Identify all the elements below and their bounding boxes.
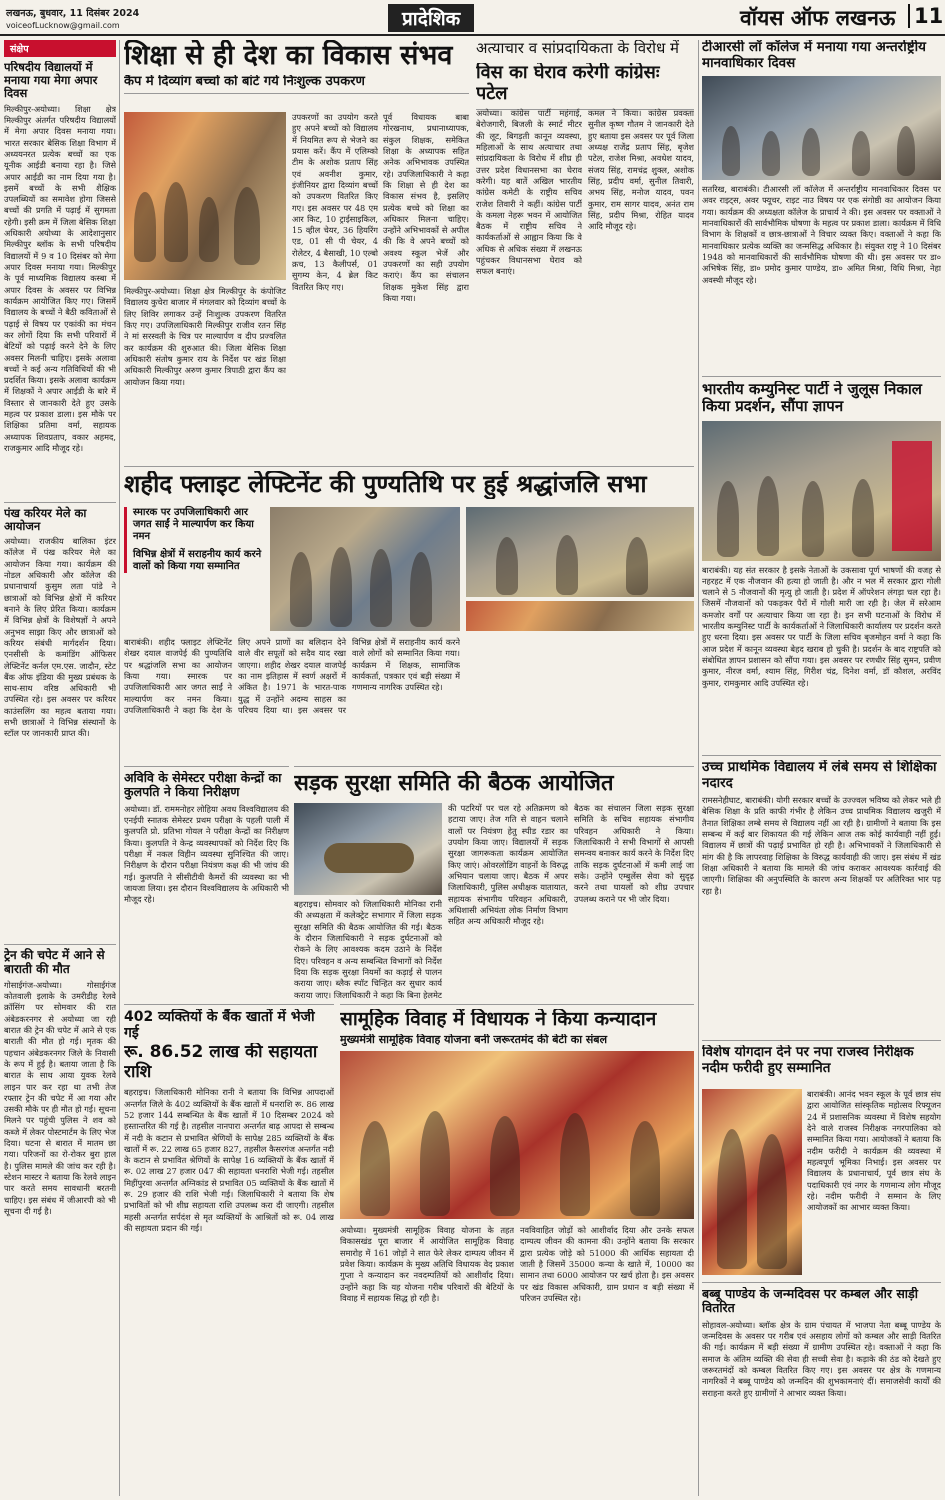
brief-2-headline: पंख करियर मेले का आयोजन — [4, 502, 116, 533]
road-photo — [294, 803, 442, 895]
road-body-c: बैठक का संचालन जिला सड़क सुरक्षा समिति के सचिव सहायक संभागीय परिवहन अधिकारी ने किया। जिलाधिकारी ने सभी विभागों से आपसी समन्वय बनाकर कार्य करने के निर्देश दिए ताकि सड़क दुर्घटनाओं में कमी लाई जा सके। उन्होंने एम्बुलेंस सेवा को सुदृढ़ करने तथा घायलों को शीघ्र उपचार उपलब्ध कराने पर भी जोर दिया। — [574, 803, 694, 904]
tribute-headline: शहीद फ्लाइट लेफ्टिनेंट की पुण्यतिथि पर हुई श्रद्धांजलि सभा — [124, 471, 647, 498]
section-title: प्रादेशिक — [388, 4, 474, 32]
blanket-headline: बब्बू पाण्डेय के जन्मदिवस पर कम्बल और साड़ी वितरित — [702, 1287, 918, 1316]
brief-1-headline: परिषदीय विद्यालयों में मनाया गया मेगा अपार दिवस — [4, 61, 98, 101]
law-story — [702, 40, 941, 370]
education-subhead: कैंप में दिव्यांग बच्चों को बांटे गये निःशुल्क उपकरण — [124, 75, 469, 94]
tribute-bullets — [124, 507, 262, 573]
blanket-body: सोहावल-अयोध्या। ब्लॉक क्षेत्र के ग्राम पंचायत में भाजपा नेता बब्बू पाण्डेय के जन्मदिवस के अवसर पर गरीब एवं असहाय लोगों को कम्बल और साड़ी वितरित की गई। कार्यक्रम में बड़ी संख्या में ग्रामीण उपस्थित रहे। वक्ताओं ने कहा कि समाज के अंतिम व्यक्ति की सेवा ही सच्ची सेवा है। कड़ाके की ठंड को देखते हुए जरूरतमंदों को कम्बल वितरित किए गए। इस अवसर पर क्षेत्र के गणमान्य नागरिकों ने बब्बू पाण्डेय को जन्मदिन की शुभकामनाएं दीं। समाजसेवी कार्यों की सराहना करते हुए ग्रामीणों ने आभार व्यक्त किया। — [702, 1319, 941, 1398]
road-headline: सड़क सुरक्षा समिति की बैठक आयोजित — [294, 771, 614, 796]
education-story — [124, 40, 469, 460]
wedding-headline: सामूहिक विवाह में विधायक ने किया कन्यादान — [340, 1009, 657, 1030]
communist-body: बाराबंकी। यह संत सरकार है इसके नेताओं के उकसावा पूर्ण भाषणों की वजह से नहरहट में एक नौजवान की हत्या हो जाती है। और न भल में सरकार द्वारा गोली चलाने से 5 नौजवानों की मृत्यु हो जाती है। प्रदेश में ऑपरेशन लंगड़ा चल रहा है। जिसमें नौजवानों को पकड़कर पैरों में गोली मारी जा रही है। जेल में सरेआम कमजोर वर्गों पर अत्याचार किया जा रहा है। इन सभी घटनाओं के विरोध में भारतीय कम्युनिस्ट पार्टी के कार्यकर्ताओं ने जिलाधिकारी कार्यालय पर प्रदर्शन करते हुए धरना दिया। इस अवसर पर पार्टी के जिला सचिव बृजमोहन वर्मा ने कहा कि आज प्रदेश में कानून व्यवस्था बेहद खराब हो चुकी है। प्रदर्शन के बाद राष्ट्रपति को संबोधित ज्ञापन प्रशासन को सौंपा गया। इस अवसर पर रणधीर सिंह सुमन, प्रवीण कुमार, नीरज वर्मा, श्याम सिंह, गिरीश चंद्र, दिनेश वर्मा, डॉ कौशल, अरविंद कुमार, रामकुमार आदि उपस्थित रहे। — [702, 564, 941, 688]
brief-2-body: अयोध्या। राजकीय बालिका इंटर कॉलेज में पंख करियर मेले का आयोजन किया गया। कार्यक्रम की नोडल अधिकारी और कॉलेज की प्रधानाचार्या कुसुम लता पांडे ने छात्राओं को विभिन्न क्षेत्रों में करियर बनाने के लिए प्रेरित किया। कार्यक्रम में विभिन्न क्षेत्रों के विशेषज्ञों ने अपने अनुभव साझा किए और छात्राओं को करियर संबंधी मार्गदर्शन दिया। एनसीसी के कमांडिंग ऑफिसर लेफ्टिनेंट कर्नल एम.एस. जादौन, स्टेट बैंक ऑफ इंडिया की मुख्य प्रबंधक के साथ-साथ वरिष्ठ अधिकारी भी उपस्थित रहे। इस अवसर पर करियर काउंसलिंग का महत्व बताया गया। सभी छात्राओं ने विभिन्न संस्थानों के स्टॉल पर जानकारी प्राप्त की। — [4, 536, 116, 739]
brief-3-body: गोसाईगंज-अयोध्या। गोसाईगंज कोतवाली इलाके के उमरीडीह रेलवे क्रॉसिंग पर सोमवार की रात अंबेडकरनगर से अयोध्या जा रही बारात की ट्रेन की चपेट में आने से एक बाराती की मौत हो गई। मृतक की पहचान अंबेडकरनगर जिले के निवासी के रूप में हुई है। बताया जाता है कि बारात के साथ आया युवक रेलवे लाइन पार कर रहा था तभी तेज रफ्तार ट्रेन की चपेट में आ गया और उसकी मौके पर ही मौत हो गई। सूचना मिलने पर पहुंची पुलिस ने शव को कब्जे में लेकर पोस्टमार्टम के लिए भेज दिया। घटना से बारात में मातम छा गया। परिजनों का रो-रोकर बुरा हाल है। पुलिस मामले की जांच कर रही है। स्टेशन मास्टर ने बताया कि रेलवे लाइन पार करते समय सावधानी बरतनी चाहिए। इस संबंध में जीआरपी को भी सूचना दी गई है। — [4, 979, 116, 1216]
road-body-a: बहराइच। सोमवार को जिलाधिकारी मोनिका रानी की अध्यक्षता में कलेक्ट्रेट सभागार में जिला सड़क सुरक्षा समिति की बैठक आयोजित की गई। बैठक के दौरान जिलाधिकारी ने सड़क दुर्घटनाओं को रोकने के लिए आवश्यक कदम उठाने के निर्देश दिए। परिवहन व अन्य सम्बन्धित विभागों को निर्देश दिया कि सड़क सुरक्षा नियमों का कड़ाई से पालन कराया जाए। ब्लैक स्पॉट चिन्हित कर सुधार कार्य कराया जाए। जिलाधिकारी ने कहा कि बिना हेलमेट — [294, 899, 442, 1000]
education-photo — [124, 112, 286, 280]
tribute-body: बाराबंकी। शहीद फ्लाइट लेफ्टिनेंट शेखर दयाल वाजपेई की पुण्यतिथि पर श्रद्धांजलि सभा का आयोजन किया गया। स्मारक पर उपजिलाधिकारी आर जगत साईं ने माल्यार्पण कर नमन किया। उपजिलाधिकारी ने कहा कि देश के लिए अपने प्राणों का बलिदान देने वाले वीर सपूतों को सदैव याद रखा जाएगा। शहीद शेखर दयाल वाजपेई का नाम इतिहास में स्वर्ण अक्षरों में अंकित है। 1971 के भारत-पाक युद्ध में उन्होंने अदम्य साहस का परिचय दिया था। इस अवसर पर विभिन्न क्षेत्रों में सराहनीय कार्य करने वाले लोगों को सम्मानित किया गया। कार्यक्रम में शिक्षक, सामाजिक कार्यकर्ता, पत्रकार एवं बड़ी संख्या में गणमान्य नागरिक उपस्थित रहे। — [124, 637, 460, 715]
bank-body: बहराइच। जिलाधिकारी मोनिका रानी ने बताया कि विभिन्न आपदाओं अन्तर्गत जिले के 402 व्यक्तियों के बैंक खातों में धनराशि रू. 86 लाख 52 हजार 144 सम्बन्धित के बैंक खातों में 10 दिसम्बर 2024 को हस्तान्तरित की गई है। तहसील नानपारा अन्तर्गत बाढ़ आपदा से सम्बन्ध में नदी के कटान से प्रभावित श्रेणियों के सापेक्ष 285 व्यक्तियों के बैंक खातों में रू. 22 लाख 65 हजार 827, तहसील कैसरगंज अन्तर्गत नदी के कटान से प्रभावित श्रेणियों के सापेक्ष 16 व्यक्तियों के बैंक खातों में रू. 02 लाख 27 हजार 047 की सहायता धनराशि भेजी गई। तहसील मिहींपुरवा अन्तर्गत अग्निकांड से प्रभावित 05 व्यक्तियों के बैंक खातों में रू. 29 हजार की राशि भेजी गई। जिलाधिकारी ने बताया कि शेष प्रभावितों को भी शीघ्र सहायता राशि उपलब्ध करा दी जाएगी। तहसील महसी अन्तर्गत सर्पदंश से मृत व्यक्तियों के आश्रितों को रू. 04 लाख की सहायता प्रदान की गई। — [124, 1087, 334, 1234]
contact-email: voiceofLucknow@gmail.com — [6, 21, 120, 30]
paper-name: वॉयस ऑफ लखनऊ — [740, 6, 896, 30]
communist-story — [702, 376, 941, 751]
communist-photo — [702, 421, 941, 561]
communist-headline: भारतीय कम्युनिस्ट पार्टी ने जुलूस निकाल किया प्रदर्शन, सौंपा ज्ञापन — [702, 381, 922, 416]
education-headline: शिक्षा से ही देश का विकास संभव — [124, 40, 453, 71]
bank-headline-2: रू. 86.52 लाख की सहायता राशि — [124, 1043, 318, 1082]
congress-headline-1: अत्याचार व सांप्रदायिकता के विरोध में — [476, 40, 680, 57]
column-divider — [698, 40, 699, 1496]
tribute-bullet-2: विभिन्न क्षेत्रों में सराहनीय कार्य करने वालों को किया गया सम्मानित — [133, 549, 262, 572]
bank-story — [124, 1004, 334, 1496]
brief-1-body: मिल्कीपुर-अयोध्या। शिक्षा क्षेत्र मिल्कीपुर अंतर्गत परिषदीय विद्यालयों में मेगा अपार दिवस मनाया गया। भारत सरकार बेसिक शिक्षा विभाग में अध्ययनरत प्रत्येक बच्चों का एक यूनीक आईडी बनाया रहा है। जिसे अपार आईडी का नाम दिया गया है। इसमें बच्चों के सभी शैक्षिक उपलब्धियों का समावेश होगा जिससे बच्चों की प्रगति में पढ़ाई में सुगमता रहेगी। इसी क्रम में जिला बेसिक शिक्षा अधिकारी अयोध्या के आदेशानुसार मिल्कीपुर ब्लॉक के सभी परिषदीय विद्यालयों में 9 व 10 दिसंबर को मेगा अपार दिवस मनाया गया। मिल्कीपुर के पूर्व माध्यमिक विद्यालय कस्बा में अपार दिवस के अवसर पर विभिन्न कार्यक्रम आयोजित किए गए। जिसमें विद्यालय के बच्चों ने बैठी कविताओं से पढ़ाई से विषय पर एकांकी का मंचन कर लोगों दिया कि सभी परिवारों में बेटियों को पढ़ाई करने देने के लिए अवसर मिलनी चाहिए। इसके अलावा बच्चों ने कई अन्य गतिविधियों की भी प्रदर्शित किया। इसके अलावा कार्यक्रम में शिक्षकों ने अपार आईडी के बारे में विस्तार से जानकारी देते हुए उसके महत्व पर प्रकाश डाला। इस मौके पर शिक्षिका प्रतिमा वर्मा, सहायक अध्यापक शिवप्रताप, वकार अहमद, राजकुमार आदि मौजूद रहे। — [4, 103, 116, 454]
exam-story — [124, 766, 289, 1000]
teachers-headline: उच्च प्राथमिक विद्यालय में लंबे समय से शिक्षिका नदारद — [702, 760, 937, 791]
exam-body: अयोध्या। डॉ. राममनोहर लोहिया अवध विश्वविद्यालय की एनईपी स्नातक सेमेस्टर प्रथम परीक्षा के पहली पाली में कुलपति प्रो. प्रतिभा गोयल ने परीक्षा केन्द्रों का निरीक्षण किया। कुलपति ने केन्द्र व्यवस्थापकों को निर्देश दिए कि परीक्षा में नकल विहीन व्यवस्था सुनिश्चित की जाए। निरीक्षण के दौरान परीक्षा नियंत्रण कक्ष की भी जांच की गई। कुलपति ने सीसीटीवी कैमरों की व्यवस्था का भी जायजा लिया। इस दौरान विश्वविद्यालय के अधिकारी भी मौजूद रहे। — [124, 803, 289, 905]
masthead — [0, 0, 945, 36]
exam-headline: अविवि के सेमेस्टर परीक्षा केन्द्रों का कुलपति ने किया निरीक्षण — [124, 771, 282, 800]
wedding-body-b: नवविवाहित जोड़ों को आशीर्वाद दिया और उनके सफल दाम्पत्य जीवन की कामना की। उन्होंने बताया कि सरकार द्वारा प्रत्येक जोड़े को 51000 की आर्थिक सहायता दी जाती है जिसमें 35000 कन्या के खाते में, 10000 का सामान तथा 6000 आयोजन पर खर्च होता है। इस अवसर पर खंड विकास अधिकारी, ग्राम प्रधान व बड़ी संख्या में परिजन उपस्थित रहे। — [520, 1225, 694, 1303]
tribute-story — [124, 466, 694, 764]
blanket-story — [702, 1282, 941, 1496]
congress-body-b: कमल ने किया। कांग्रेस प्रवक्ता सुनील कृष्ण गौतम ने जानकारी देते हुए बताया इस अवसर पर पूर्व जिला अध्यक्ष राजेंद्र प्रताप सिंह, बृजेश पटेल, राजेश मिश्रा, अवधेश यादव, संजय सिंह, रामचंद्र शुक्ल, अशोक सिंह, प्रदीप वर्मा, सुनील तिवारी, अभय सिंह, मनोज यादव, पवन कुमार, राम सागर यादव, अनंत राम सिंह, प्रदीप मिश्रा, रोहित यादव आदि मौजूद रहे। — [588, 108, 694, 232]
wedding-body-a: अयोध्या। मुख्यमंत्री सामूहिक विवाह योजना के तहत विकासखंड पूरा बाजार में आयोजित सामूहिक विवाह समारोह में 161 जोड़ों ने सात फेरे लेकर दाम्पत्य जीवन में प्रवेश किया। कार्यक्रम के मुख्य अतिथि विधायक वेद प्रकाश गुप्ता ने कन्यादान कर नवदम्पतियों को आशीर्वाद दिया। उन्होंने कहा कि यह योजना गरीब परिवारों की बेटियों के विवाह में सहायक सिद्ध हो रही है। — [340, 1225, 514, 1303]
award-headline: विशेष योगदान देने पर नपा राजस्व निरीक्षक नदीम फरीदी हुए सम्मानित — [702, 1045, 914, 1076]
wedding-photo — [340, 1051, 694, 1219]
road-body-b: की पटरियों पर चल रहे अतिक्रमण को हटाया जाए। तेज गति से वाहन चलाने वालों पर नियंत्रण हेतु स्पीड रडार का उपयोग किया जाए। विद्यालयों में सड़क सुरक्षा जागरूकता कार्यक्रम आयोजित किए जाएं। ओवरलोडिंग वाहनों के विरुद्ध अभियान चलाया जाए। बैठक में अपर जिलाधिकारी, पुलिस अधीक्षक यातायात, सहायक संभागीय परिवहन अधिकारी, अधिशासी अभियंता लोक निर्माण विभाग सहित अन्य अधिकारी मौजूद रहे। — [448, 803, 568, 927]
brief-label: संक्षेप — [4, 40, 116, 57]
tribute-photo — [270, 507, 460, 631]
law-photo — [702, 76, 941, 180]
bank-headline-1: 402 व्यक्तियों के बैंक खातों में भेजी गई — [124, 1009, 315, 1042]
education-body-a: मिल्कीपुर-अयोध्या। शिक्षा क्षेत्र मिल्कीपुर के कंपोजिट विद्यालय कुचेरा बाजार में मंगलवार को दिव्यांग बच्चों के लिए शिविर लगाकर उन्हें निःशुल्क उपकरण वितरित किए गए। उपजिलाधिकारी मिल्कीपुर राजीव रतन सिंह ने मां सरस्वती के चित्र पर माल्यार्पण व दीप प्रज्वलित कर कार्यक्रम की शुरुआत की। जिला बेसिक शिक्षा अधिकारी संतोष कुमार राय के निर्देश पर खंड शिक्षा अधिकारी मिल्कीपुर अरुण कुमार त्रिपाठी द्वारा कैंप का आयोजन किया गया। — [124, 286, 286, 387]
tribute-bullet-1: स्मारक पर उपजिलाधिकारी आर जगत साईं ने माल्यार्पण कर किया नमन — [133, 507, 254, 542]
tribute-photo-2 — [466, 507, 694, 597]
law-body: सतरिख, बाराबंकी। टीआरसी लॉ कॉलेज में अन्तर्राष्ट्रीय मानवाधिकार दिवस पर अवर राइट्स, अवर फ्यूचर, राइट नाउ विषय पर एक संगोष्ठी का आयोजन किया गया। कार्यक्रम की अध्यक्षता कॉलेज के प्राचार्य ने की। इस अवसर पर वक्ताओं ने मानवाधिकारों की सार्वभौमिक घोषणा के महत्व पर प्रकाश डाला। कार्यक्रम में विधि विभाग के शिक्षकों व छात्र-छात्राओं ने विचार व्यक्त किए। वक्ताओं ने कहा कि मानवाधिकार प्रत्येक व्यक्ति का जन्मसिद्ध अधिकार है। संयुक्त राष्ट्र ने 10 दिसंबर 1948 को मानवाधिकारों की सार्वभौमिक घोषणा की थी। इस अवसर पर डा० अभिषेक सिंह, डा० प्रमोद कुमार पाण्डेय, डा० अमित मिश्रा, विधि मिश्रा, नेहा अवस्थी मौजूद रहे। — [702, 184, 941, 285]
issue-date: लखनऊ, बुधवार, 11 दिसंबर 2024 — [6, 8, 140, 19]
column-divider — [119, 40, 120, 1496]
award-story — [702, 1040, 941, 1278]
tribute-photo-3 — [466, 601, 694, 631]
brief-column — [4, 40, 116, 1496]
award-photo — [702, 1089, 802, 1275]
teachers-body: रामसनेहीघाट, बाराबंकी। योगी सरकार बच्चों के उज्ज्वल भविष्य को लेकर भले ही बेसिक शिक्षा के प्रति काफी गंभीर है लेकिन उच्च प्राथमिक विद्यालय खजुरी में तैनात शिक्षिका लम्बे समय से विद्यालय नहीं आ रही है। ग्रामीणों ने बताया कि इस सम्बन्ध में कई बार शिकायत की गई लेकिन आज तक कोई कार्यवाही नहीं हुई। विद्यालय में छात्रों की पढ़ाई प्रभावित हो रही है। अभिभावकों ने जिलाधिकारी से मांग की है कि लापरवाह शिक्षिका के विरुद्ध कार्यवाही की जाए। इस संबंध में खंड शिक्षा अधिकारी ने बताया कि मामले की जांच कराकर आवश्यक कार्रवाई की जाएगी। शिक्षिका की अनुपस्थिति के कारण अन्य शिक्षकों पर अतिरिक्त भार पड़ रहा है। — [702, 795, 941, 896]
award-body: बाराबंकी। आनंद भवन स्कूल के पूर्व छात्र संघ द्वारा आयोजित सांस्कृतिक महोत्सव रिफ्यूजन 24 में प्रशासनिक व्यवस्था में विशेष सहयोग देने वाले राजस्व निरीक्षक नगरपालिका को सम्मानित किया गया। आयोजकों ने बताया कि नदीम फरीदी ने कार्यक्रम की व्यवस्था में महत्वपूर्ण भूमिका निभाई। इस अवसर पर विद्यालय के प्रधानाचार्य, पूर्व छात्र संघ के पदाधिकारी एवं नगर के गणमान्य लोग मौजूद रहे। नदीम फरीदी ने सम्मान के लिए आयोजकों का आभार व्यक्त किया। — [807, 1089, 941, 1213]
congress-story — [476, 40, 694, 460]
congress-body-a: अयोध्या। कांग्रेस पार्टी महंगाई, बेरोजगारी, बिजली के स्मार्ट मीटर की लूट, बिगड़ती कानून व्यवस्था, महिलाओं के साथ अत्याचार तथा सांप्रदायिकता के विरोध में शीघ्र ही उत्तर प्रदेश विधानसभा का घेराव करेगी। यह बातें अखिल भारतीय कांग्रेस कमेटी के राष्ट्रीय सचिव राजेश तिवारी ने कहीं। कांग्रेस पार्टी के कमला नेहरू भवन में आयोजित बैठक में राष्ट्रीय सचिव ने कार्यकर्ताओं से आह्वान किया कि वे अधिक से अधिक संख्या में लखनऊ पहुंचकर विधानसभा घेराव को सफल बनाएं। — [476, 108, 582, 277]
law-headline: टीआरसी लॉ कॉलेज में मनाया गया अन्तर्राष्ट्रीय मानवाधिकार दिवस — [702, 40, 926, 71]
wedding-story — [340, 1004, 694, 1496]
congress-headline-2: विस का घेराव करेगी कांग्रेसः पटेल — [476, 63, 694, 109]
wedding-subhead: मुख्यमंत्री सामूहिक विवाह योजना बनी जरूरतमंद की बेटी का संबल — [340, 1033, 608, 1046]
teachers-story — [702, 755, 941, 1035]
page-number: 11 — [908, 4, 943, 28]
road-story — [294, 766, 694, 1000]
brief-3-headline: ट्रेन की चपेट में आने से बाराती की मौत — [4, 944, 116, 977]
education-body-c: पूर्व विधायक बाबा गोरखनाथ, प्रधानाध्यापक, संकुल शिक्षक, समेकित शिक्षा के अध्यापक सहित अनेक अभिभावक उपस्थित रहे। उपजिलाधिकारी ने कहा कि शिक्षा से ही देश का विकास संभव है, इसलिए प्रत्येक बच्चे को शिक्षा का अधिकार मिलना चाहिए। उन्होंने अभिभावकों से अपील की कि वे अपने बच्चों को अवश्य स्कूल भेजें और उपकरणों का सही उपयोग कराएं। कैंप का संचालन शिक्षक मुकेश सिंह द्वारा किया गया। — [383, 112, 469, 303]
education-body-b: उपकरणों का उपयोग करते हुए अपने बच्चों को विद्यालय में नियमित रूप से भेजने का प्रयास करें। कैंप में एलिम्को टीम के अशोक प्रताप सिंह एवं अवनीश कुमार, इंजीनियर द्वारा दिव्यांग बच्चों को उपकरण वितरित किए गए। इस अवसर पर 48 एम आर किट, 10 ट्राईसाइकिल, 15 व्हील चेयर, 36 हियरिंग एड, 01 सी पी चेयर, 4 रोलेटर, 4 बैसाखी, 10 एल्बो क्रच, 13 कैलीपर्स, 01 सुगम्य केन, 4 ब्रेल किट वितरित किए गए। — [292, 112, 378, 292]
